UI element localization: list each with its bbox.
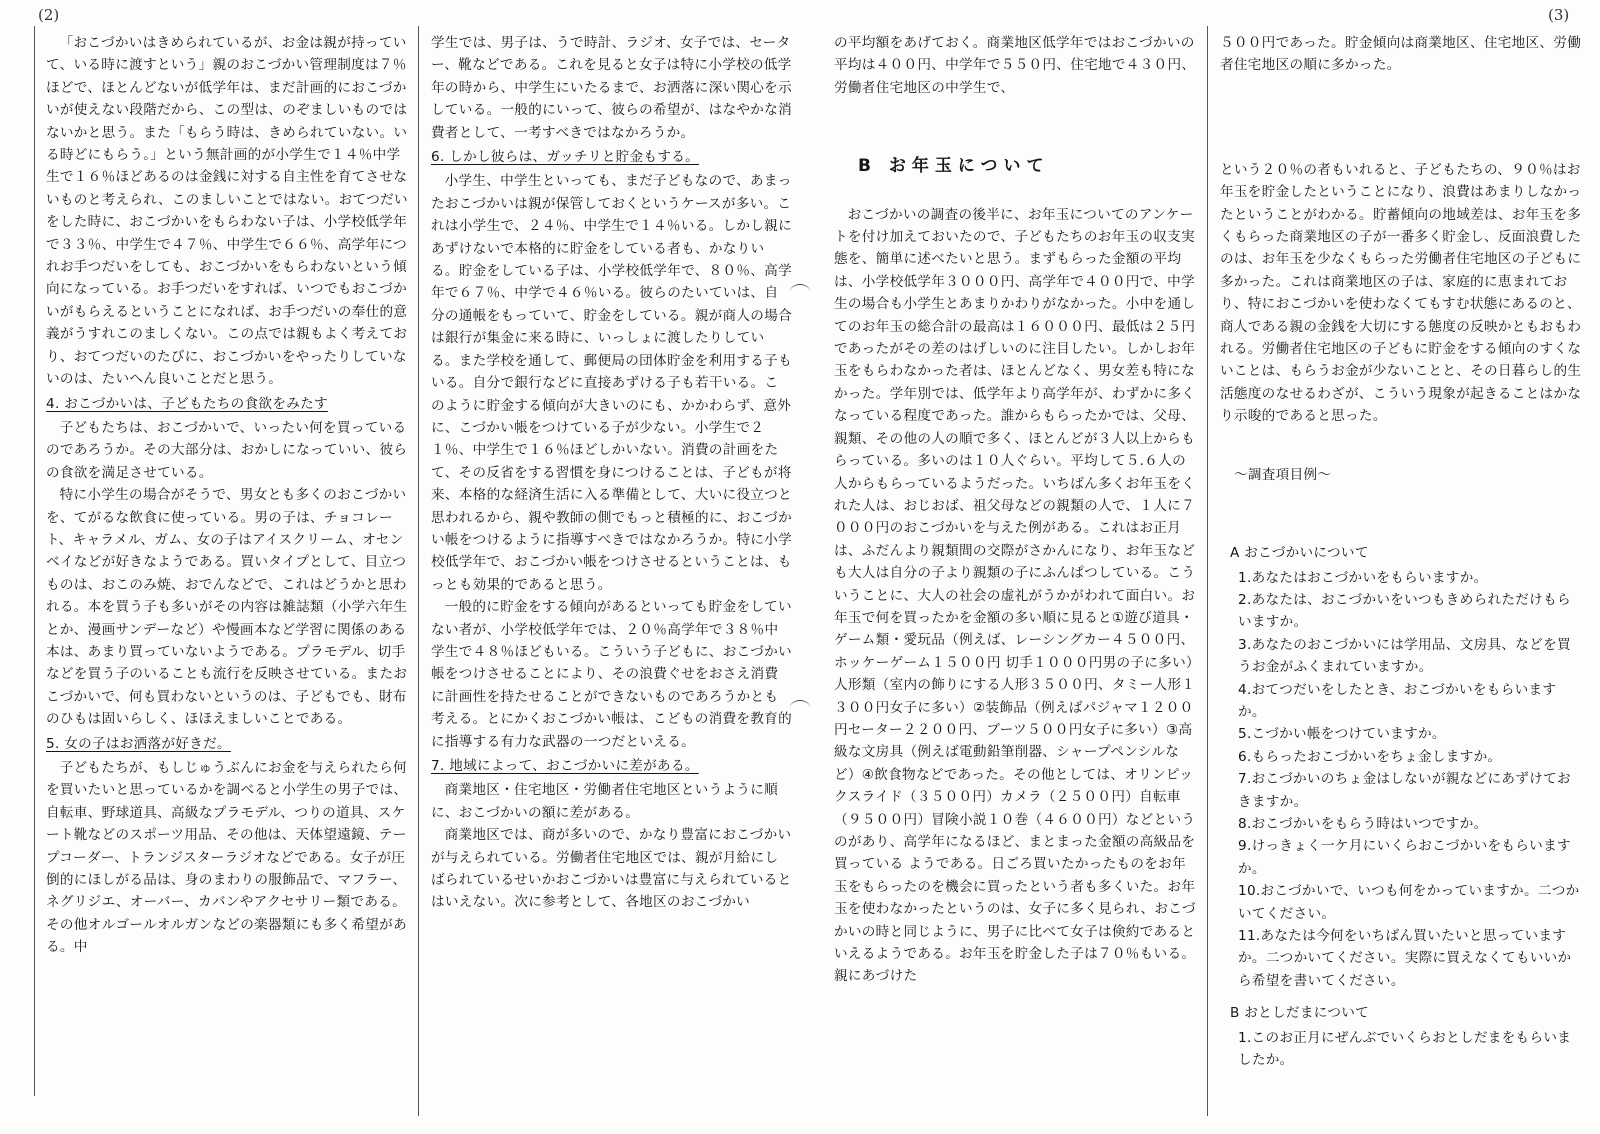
section-7-continued-2: ５００円であった。貯金傾向は商業地区、住宅地区、労働者住宅地区の順に多かった。: [1220, 35, 1582, 74]
section-6-heading: 6. しかし彼らは、ガッチリと貯金もする。: [431, 149, 700, 166]
section-b-continued: という２０％の者もいれると、子どもたちの、９０％はお年玉を貯金したということになり、浪費はあまりしなかったということがわかる。貯蓄傾向の地域差は、お年玉を多くもらった商業地区の子が一番多く貯金し、反面浪費したのは、お年玉を少なくもらった労働者住宅地区の子どもに多かった。これは商業地区の子は、家庭的に恵まれており、特におこづかいを使わなくてもすむ状態にあるのと、商人である親の金銭を大切にする態度の反映かともおもわれる。労働者住宅地区の子どもに貯金をする傾向のすくないことは、もらうお金が少ないことと、その日暮らし的生活態度のなせるわざが、こういう現象が起きることはかなり示唆的であると思った。: [1220, 161, 1582, 425]
survey-question: 11.あなたは今何をいちばん買いたいと思っていますか。二つかいてください。実際に買えなくてもいいから希望を書いてください。: [1238, 928, 1572, 989]
right-column-2: [1207, 26, 1592, 1116]
section-7-paragraph-1: 商業地区・住宅地区・労働者住宅地区というように順に、おこづかいの額に差がある。: [431, 782, 779, 821]
section-4-paragraph-1: 子どもたちは、おこづかいで、いったい何を買っているのであろうか。その大部分は、おかしになっていい、彼らの食欲を満足させている。: [46, 419, 408, 481]
section-5-paragraph: 子どもたちが、もしじゅうぶんにお金を与えられたら何を買いたいと思っているかを調べると小学生の男子では、自転車、野球道具、高級なプラモデル、つりの道具、スケート靴などのスポーツ用品、その他は、天体望遠鏡、テープコーダー、トランジスターラジオなどである。女子が圧倒的にほしがる品は、身のまわりの服飾品で、マフラー、ネグリジエ、オーバー、カバンやアクセサリー類である。その他オルゴールオルガンなどの楽器類にも多く希望がある。中: [46, 760, 408, 956]
survey-question: 1.このお正月にぜんぶでいくらおとしだまをもらいましたか。: [1238, 1029, 1572, 1069]
survey-questions-b: [1220, 1027, 1582, 1072]
binding-mark: [790, 700, 810, 715]
left-column-2: [418, 26, 802, 1116]
section-7-continued: の平均額をあげておく。商業地区低学年ではおこづかいの平均は４００円、中学年で５５０円、住宅地で４３０円、労働者住宅地区の中学生で、: [834, 35, 1196, 96]
survey-section-b-heading: B おとしだまについて: [1230, 1005, 1370, 1022]
survey-questions-a: [1220, 567, 1582, 993]
survey-question: 8.おこづかいをもらう時はいつですか。: [1238, 815, 1488, 832]
survey-section-a-heading: A おこづかいについて: [1230, 545, 1369, 562]
section-b-paragraph: おこづかいの調査の後半に、お年玉についてのアンケートを付け加えておいたので、子どもたちのお年玉の収支実態を、簡単に述べたいと思う。まずもらった金額の平均は、小学校低学年３０００円、高学年で４００円で、中学生の場合も小学生とあまりかわりがなかった。小中を通してのお年玉の総合計の最高は１６０００円、最低は２５円であったがその差のはげしいのに注目したい。しかしお年玉をもらわなかった者は、ほとんどなく、男女差も特になかった。学年別では、低学年より高学年が、わずかに多くなっている程度であった。誰からもらったかでは、父母、親類、その他の人の順で多く、ほとんどが３人以上からもらっている。多いのは１０人ぐらい。平均して５.６人の人からもらっているようだった。いちばん多くお年玉をくれた人は、おじおば、祖父母などの親類の人で、１人に７０００円のおこづかいを与えた例がある。これはお正月は、ふだんより親類間の交際がさかんになり、お年玉なども大人は自分の子より親類の子にふんぱつしている。こういうことに、大人の社会の虚礼がうかがわれて面白い。お年玉で何を買ったかを金額の多い順に見ると①遊び道具・ゲーム類・愛玩品（例えば、レーシングカー４５００円、ホッケーゲーム１５００円 切手１０００円男の子に多い）人形類（室内の飾りにする人形３５００円、タミー人形１３００円女子に多い）②装飾品（例えばパジャマ１２００円セーター２２００円、ブーツ５００円女子に多い）③高級な文房具（例えば電動鉛筆削器、シャープペンシルなど）④飲食物などであった。その他としては、オリンピックスライド（３５００円）カメラ（２５００円）自転車（９５００円）冒険小説１０巻（４６００円）などというのがあり、高学年になるほど、まとまった金額の高級品を買っている ようである。日ごろ買いたかったものをお年玉をもらったのを機会に買ったという者も多くいた。お年玉を使わなかったというのは、女子に多く見られ、おこづかいの時と同じように、男子に比べて女子は倹約であるといえるようである。お年玉を貯金した子は７０％もいる。親にあづけた: [834, 206, 1196, 985]
survey-question: 2.あなたは、おこづかいをいつもきめられただけもらいますか。: [1238, 591, 1571, 631]
binding-mark: [790, 284, 810, 299]
section-6-paragraph-2: 一般的に貯金をする傾向があるといっても貯金をしていない者が、小学校低学年では、２０％高学年で３８％中学生で４８％ほどもいる。こういう子どもに、おこづかい帳をつけさせることにより、その浪費ぐせをおさえ消費に計画性を持たせることができないものであろうかとも考える。とにかくおこづかい帳は、こどもの消費を教育的に指導する有力な武器の一つだといえる。: [431, 599, 792, 750]
section-6-paragraph-1: 小学生、中学生といっても、まだ子どもなので、あまったおこづかいは親が保管しておくというケースが多い。これは小学生で、２４％、中学生で１４％いる。しかし親にあずけないで本格的に貯金をしている者も、かなりいる。貯金をしている子は、小学校低学年で、８０％、高学年で６７％、中学で４６％いる。彼らのたいていは、自分の通帳をもっていて、貯金をしている。親が商人の場合は銀行が集金に来る時に、いっしょに渡したりしている。また学校を通して、郵便局の団体貯金を利用する子もいる。自分で銀行などに直接あずける子も若干いる。このように貯金する傾向が大きいのにも、かかわらず、意外に、こづかい帳をつけている子が少ない。小学生で２１％、中学生で１６％ほどしかいない。消費の計画をたて、その反省をする習慣を身につけることは、子どもが将来、本格的な経済生活に入る準備として、大いに役立つと思われるから、親や教師の側でもっと積極的に、おこづかい帳をつけるように指導すべきではなかろうか。特に小学校低学年で、おこづかい帳をつけさせるということは、もっとも効果的であると思う。: [431, 173, 792, 593]
section-5-heading: 5. 女の子はお洒落が好きだ。: [46, 735, 231, 752]
section-7-paragraph-2: 商業地区では、商が多いので、かなり豊富におこづかいが与えられている。労働者住宅地区では、親が月給にしばられているせいかおこづかいは豊富に与えられているとはいえない。次に参考として、各地区のおこづかい: [431, 827, 792, 911]
left-column-1: [34, 26, 418, 1116]
left-page-number: (2): [38, 6, 60, 24]
section-5-continued: 学生では、男子は、うで時計、ラジオ、女子では、セーター、靴などである。これを見ると女子は特に小学校の低学年の時から、中学生にいたるまで、お洒落に深い関心を示している。一般的にいって、彼らの希望が、はなやかな消費者として、一考すべきではなかろうか。: [431, 35, 792, 141]
survey-question: 4.おてつだいをしたとき、おこづかいをもらいますか。: [1238, 681, 1557, 720]
section-7-heading: 7. 地域によって、おこづかいに差がある。: [431, 758, 699, 774]
survey-question: 9.けっきょく一ケ月にいくらおこづかいをもらいますか。: [1238, 838, 1571, 877]
section-4-heading: 4. おこづかいは、子どもたちの食欲をみたす: [46, 395, 328, 412]
survey-question: 1.あなたはおこづかいをもらいますか。: [1238, 569, 1488, 586]
survey-question: 3.あなたのおこづかいには学用品、文房具、などを買うお金がふくまれていますか。: [1238, 636, 1571, 676]
section-b-title: B お年玉について: [858, 156, 1050, 177]
survey-question: 6.もらったおこづかいをちょ金しますか。: [1238, 748, 1502, 765]
right-column-1: [822, 26, 1207, 1116]
right-page-number: (3): [1548, 6, 1570, 24]
survey-question: 5.こづかい帳をつけていますか。: [1238, 726, 1446, 743]
survey-question: 10.おこづかいで、いつも何をかっていますか。二つかいてください。: [1238, 883, 1580, 922]
survey-title: 〜調査項目例〜: [1234, 466, 1332, 483]
intro-paragraph: 「おこづかいはきめられているが、お金は親が持っていて、いる時に渡すという」親のおこづかい管理制度は７％ほどで、ほとんどないが低学年は、まだ計画的におこづかいが使えない段階だから、この型は、のぞましいものではないかと思う。また「もらう時は、きめられていない。いる時どにもらう。」という無計画的が小学生で１４％中学生で１６％ほどあるのは金銭に対する自主性を育てさせないものと考えられ、このましいことではない。おてつだいをした時に、おこづかいをもらわない子は、小学校低学年で３３％、中学生で４７％、中学生で６６％、高学年につれお手つだいをしても、おこづかいをもらわないという傾向になっている。お手つだいをすれば、いつでもおこづかいがもらえるということになれば、お手つだいの奉仕的意義がうすれこのましくない。この点では親もよく考えており、おてつだいのたびに、おこづかいをやったりしていないのは、たいへん良いことだと思う。: [46, 35, 408, 388]
left-page: [34, 26, 802, 1116]
survey-question: 7.おこづかいのちょ金はしないが親などにあずけておきますか。: [1238, 771, 1571, 810]
right-page: [822, 26, 1592, 1116]
section-4-paragraph-2: 特に小学生の場合がそうで、男女とも多くのおこづかいを、てがるな飲食に使っている。男の子は、チョコレート、キャラメル、ガム、女の子はアイスクリーム、オセンベイなどが好きなようである。買いタイプとして、目立つものは、おこのみ焼、おでんなどで、これはどうかと思われる。本を買う子も多いがその内容は雑誌類（小学六年生とか、漫画サンデーなど）や慢画本など学習に関係のある本は、あまり買っていないようである。プラモデル、切手などを買う子のいることも流行を反映させている。またおこづかいで、何も買わないというのは、子どもでも、財布のひもは固いらしく、ほほえましいことである。: [46, 487, 408, 728]
